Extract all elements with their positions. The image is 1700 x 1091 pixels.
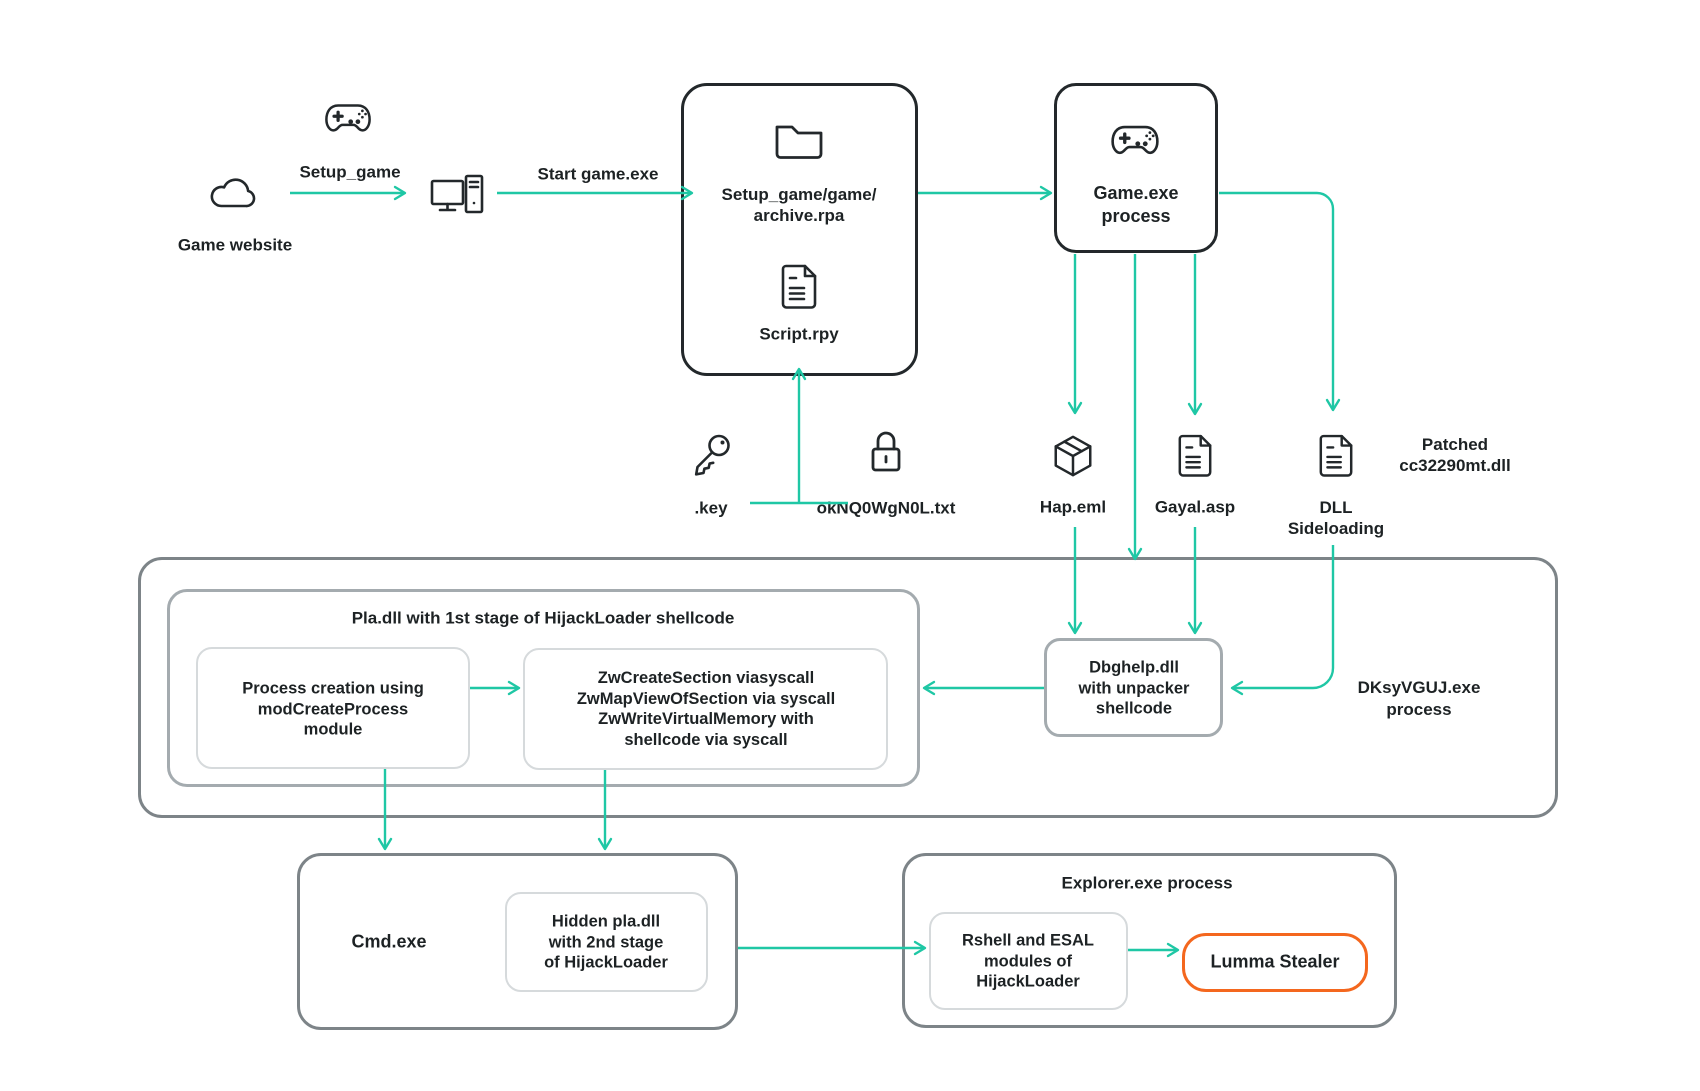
pla-container-title: Pla.dll with 1st stage of HijackLoader shellcode	[351, 608, 735, 628]
gamepad-icon-process	[1107, 121, 1163, 162]
cmd-exe-label: Cmd.exe	[351, 931, 427, 952]
key-icon	[688, 432, 734, 478]
folder-icon	[773, 120, 825, 160]
computer-icon	[429, 172, 485, 216]
game-website-label: Game website	[177, 235, 293, 255]
script-rpy-label: Script.rpy	[759, 324, 839, 344]
hidden-pla-label: Hidden pla.dll with 2nd stage of HijackLoader	[544, 912, 668, 972]
dksyvguj-label: DKsyVGUJ.exe process	[1357, 678, 1481, 719]
gamepad-icon-small	[321, 99, 375, 139]
archive-path-label: Setup_game/game/ archive.rpa	[721, 185, 877, 225]
gayal-document-icon	[1176, 432, 1214, 480]
lumma-stealer-label: Lumma Stealer	[1210, 951, 1340, 972]
package-icon	[1050, 431, 1096, 481]
lock-label: okNQ0WgN0L.txt	[816, 498, 956, 518]
explorer-title: Explorer.exe process	[1061, 873, 1233, 893]
dbghelp-label: Dbghelp.dll with unpacker shellcode	[1078, 658, 1190, 718]
zw-syscall-label: ZwCreateSection viasyscall ZwMapViewOfSection via syscall ZwWriteVirtualMemory with shellcode via syscall	[576, 669, 836, 749]
rshell-esal-label: Rshell and ESAL modules of HijackLoader	[961, 931, 1095, 991]
script-document-icon	[779, 262, 819, 312]
start-game-arrow-label: Start game.exe	[537, 164, 659, 184]
hap-eml-label: Hap.eml	[1039, 497, 1107, 517]
process-creation-label: Process creation using modCreateProcess module	[242, 679, 424, 739]
game-process-label: Game.exe process	[1093, 183, 1179, 226]
dll-sideloading-label: DLL Sideloading	[1287, 498, 1385, 538]
lock-icon	[866, 428, 906, 476]
cloud-icon	[207, 172, 263, 214]
setup-game-arrow-label: Setup_game	[299, 162, 401, 182]
patched-dll-label: Patched cc32290mt.dll	[1399, 435, 1511, 475]
arrow-game-to-dll	[1219, 193, 1333, 410]
gayal-asp-label: Gayal.asp	[1154, 497, 1236, 517]
dll-document-icon	[1317, 432, 1355, 480]
key-label: .key	[694, 498, 728, 518]
